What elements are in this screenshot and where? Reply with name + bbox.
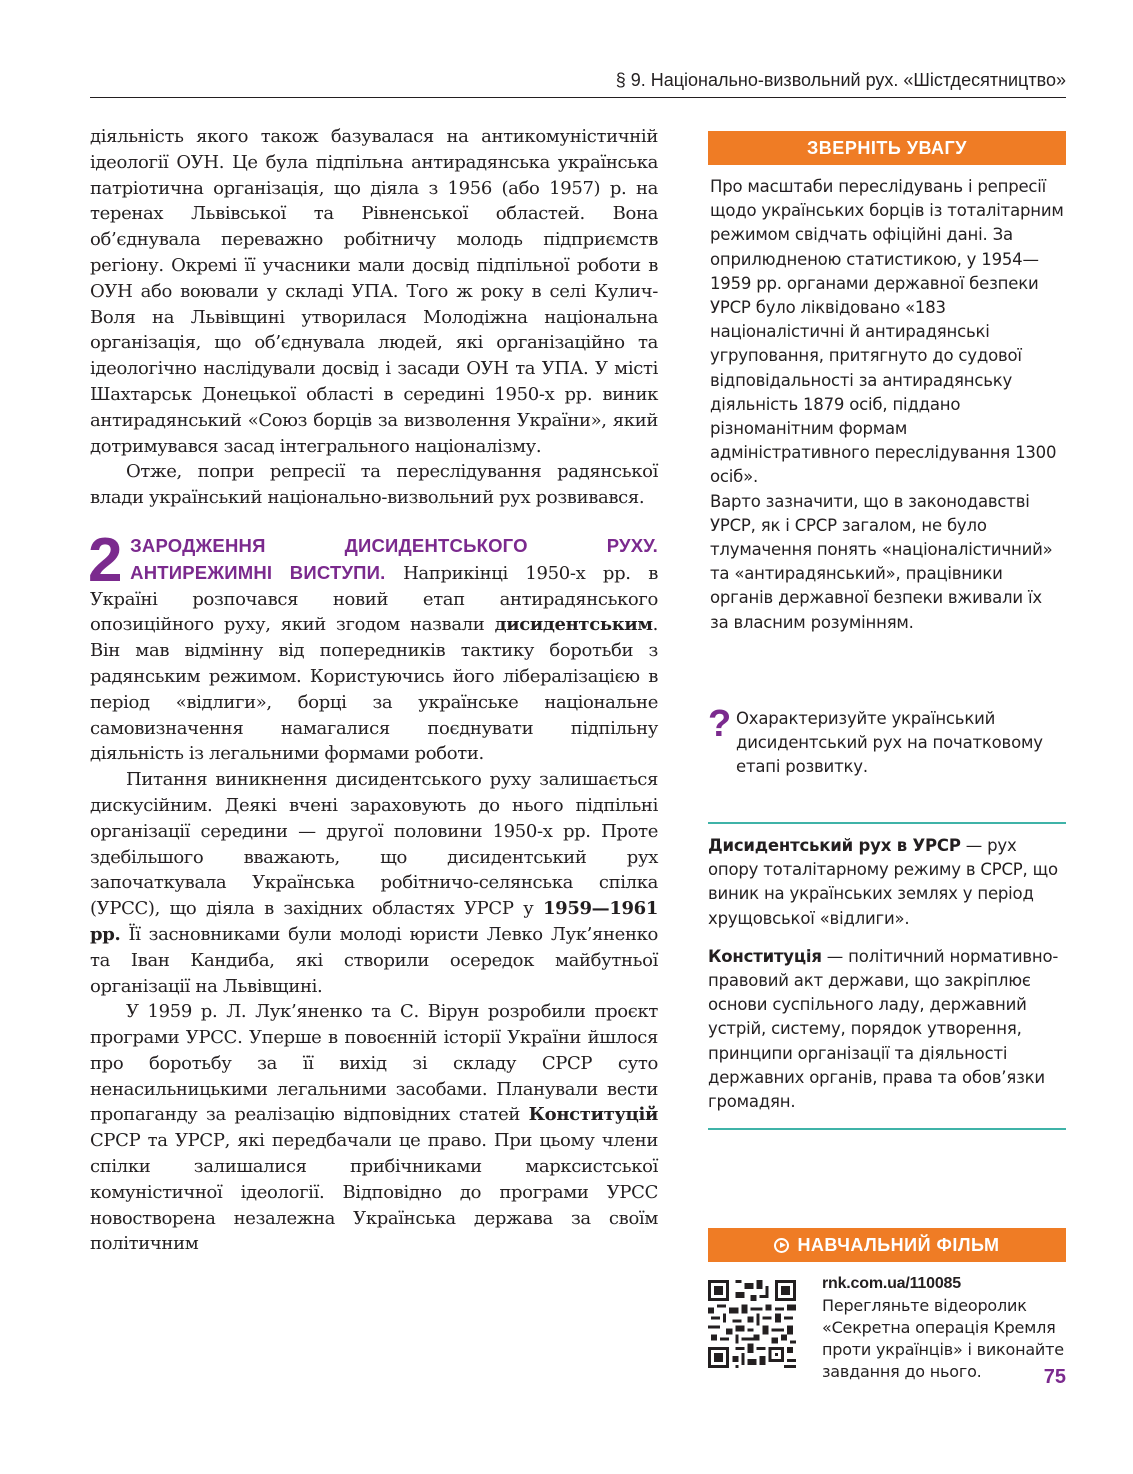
text-span: . Він мав відмінну від попередників тактику боротьби з радянським режимом. Користуючись його лібералізацією в період «відлиги», борці за українське національне самовизначення намагалися поєднувати підпільну діяльність із легальними формами роботи.	[90, 614, 659, 765]
question	[708, 703, 1066, 780]
paragraph	[90, 999, 658, 1257]
running-header	[90, 70, 1066, 98]
term-name: Дисидентський рух в УРСР	[708, 836, 961, 855]
term-definition: — політичний нормативно-правовий акт держави, що закріплює основи суспільного ладу, державний устрій, систему, порядок утворення, принципи організації та діяльності державних органів, права та обов’язки громадян.	[708, 946, 1059, 1112]
glossary-term	[708, 945, 1066, 1114]
glossary-box	[708, 822, 1066, 1130]
film-link[interactable]: rnk.com.ua/110085	[822, 1275, 961, 1292]
text-span: СРСР та УРСР, які передбачали це право. При цьому члени спілки залишалися прибічниками марксистської комуністичної ідеології. Відповідно до програми УРСС новостворена незалежна Українська держава за своїм політичним	[90, 1130, 658, 1255]
text-span: У 1959 р. Л. Лук’яненко та С. Вірун розробили проєкт програми УРСС. Уперше в повоєнній історії України йшлося про боротьбу за її вихід зі складу СРСР суто ненасильницькими легальними засобами. Планували вести пропаганду за реалізацію відповідних статей	[90, 1001, 658, 1126]
attention-text	[708, 175, 1066, 635]
attention-box	[708, 131, 1066, 635]
section-title: ЗАРОДЖЕННЯ ДИСИДЕНТСЬКОГО РУХУ. АНТИРЕЖИМНІ ВИСТУПИ.	[130, 534, 658, 583]
section-2	[88, 525, 659, 767]
text-span: Її засновниками були молоді юристи Левко Лук’яненко та Іван Кандиба, які створили осередок майбутньої організації на Львівщині.	[90, 923, 658, 997]
page-number: 75	[1043, 1366, 1066, 1388]
section-intro-paragraph	[88, 525, 659, 767]
paragraph: діяльність якого також базувалася на антикомуністичній ідеології ОУН. Це була підпільна антирадянська українська патріотична організація, що діяла з 1956 (або 1957) р. на теренах Львівської та Рівненської областей. Вона об’єднувала переважно робітничу молодь підприємств регіону. Окремі її учасники мали досвід підпільної роботи в ОУН або воювали у складі УПА. Того ж року в селі Кулич-Воля на Львівщині утворилася Молодіжна національна організація, що об’єднувала людей, які організаційно та ідеологічно наслідували досвід і засади ОУН та УПА. У місті Шахтарськ Донецької області в середині 1950-х рр. виник антирадянський «Союз борців за визволення України», який дотримувався засад інтегрального націоналізму.	[90, 126, 658, 457]
bold-term: дисидентським	[494, 614, 653, 636]
main-column	[90, 124, 658, 1257]
running-title: § 9. Національно-визвольний рух. «Шістдесятництво»	[615, 70, 1066, 90]
bold-term: Конституцій	[528, 1104, 658, 1126]
film-body	[708, 1272, 1066, 1383]
qr-code-icon[interactable]	[708, 1280, 796, 1368]
attention-title: ЗВЕРНІТЬ УВАГУ	[708, 131, 1066, 165]
film-title: НАВЧАЛЬНИЙ ФІЛЬМ	[797, 1235, 1000, 1255]
section-number: 2	[88, 525, 123, 595]
attention-paragraph: Про масштаби переслідувань і репресії щодо українських борців із тоталітарним режимом свідчать офіційні дані. За оприлюдненою статистикою, у 1954—1959 рр. органами державної безпеки УРСР було ліквідовано «183 націоналістичні й антирадянські угруповання, притягнуто до судової відповідальності за антирадянську діяльність 1879 осіб, піддано різноманітним формам адміністративного переслідування 1300 осіб».	[710, 177, 1064, 487]
term-name: Конституція	[708, 946, 822, 966]
play-icon	[774, 1238, 789, 1253]
paragraph: Отже, попри репресії та переслідування радянської влади український національно-визвольний рух розвивався.	[90, 461, 658, 509]
question-text: Охарактеризуйте український дисидентський рух на початковому етапі розвитку.	[736, 709, 1043, 777]
text-span: Питання виникнення дисидентського руху залишається дискусійним. Деякі вчені зараховують до нього підпільні організації середини — другої половини 1950-х рр. Проте здебільшого вважають, що дисидентський рух започаткувала Українська робітничо-селянська спілка (УРСС), що діяла в західних областях УРСР у	[90, 769, 658, 920]
question-box	[708, 703, 1066, 780]
film-title-bar	[708, 1228, 1066, 1262]
term-definition: — рух опору тоталітарному режиму в СРСР, що виник на українських землях у період хрущовської «відлиги».	[708, 836, 1058, 928]
question-mark-icon: ?	[708, 703, 732, 745]
glossary-term	[708, 834, 1066, 931]
paragraph	[90, 767, 658, 999]
attention-paragraph: Варто зазначити, що в законодавстві УРСР, як і СРСР загалом, не було тлумачення понять «націоналістичний» та «антирадянський», працівники органів державної безпеки вживали їх за власним розумінням.	[710, 491, 1053, 632]
film-text: Перегляньте відеоролик «Секретна операція Кремля проти українців» і виконайте завдання до нього.	[822, 1296, 1064, 1381]
glossary	[708, 822, 1066, 1130]
bold-term: 1959—1961 рр.	[90, 898, 659, 945]
film-box	[708, 1228, 1066, 1383]
text-span: Наприкінці 1950-х рр. в Україні розпочався новий етап антирадянського опозиційного руху, який згодом назвали	[90, 562, 658, 636]
